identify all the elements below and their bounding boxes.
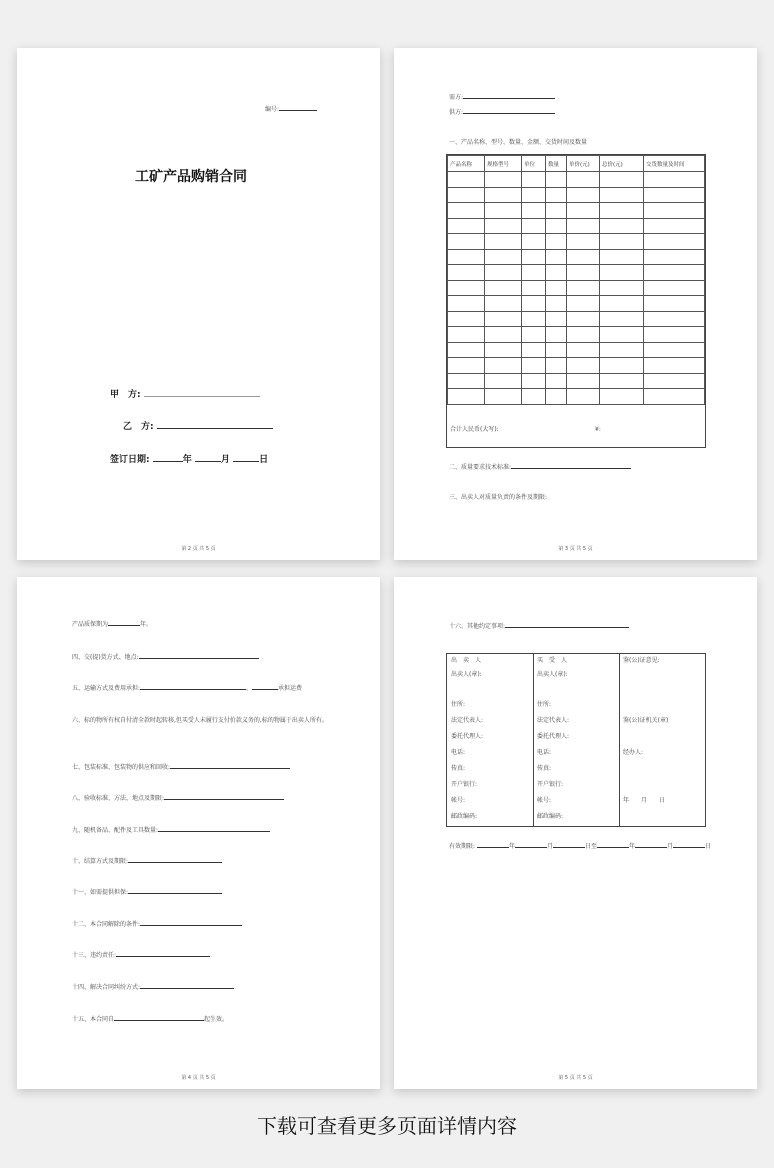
table-cell (485, 358, 522, 374)
table-cell (600, 265, 644, 281)
table-cell (644, 358, 705, 374)
party-b-line (157, 420, 273, 429)
seller-field: 法定代表人: (451, 717, 484, 724)
table-row (448, 265, 705, 281)
table-cell (448, 203, 485, 219)
term-item (72, 825, 270, 835)
table-cell (600, 327, 644, 343)
table-cell (644, 342, 705, 358)
term-text: 十、结算方式及期限: (72, 858, 129, 865)
validity-unit: 日 (705, 843, 712, 850)
seller-field: 帐号: (451, 797, 466, 804)
validity-label: 有效期限: (449, 843, 476, 850)
table-cell (567, 203, 600, 219)
buyer-field: 住所: (537, 701, 552, 708)
term-item (72, 919, 242, 929)
header-cell: 单位 (522, 156, 546, 172)
table-cell (485, 389, 522, 405)
table-cell (644, 234, 705, 250)
validity-unit: 年 (629, 843, 636, 850)
term-line (140, 982, 234, 989)
table-row (448, 203, 705, 219)
table-cell (644, 373, 705, 389)
table-cell (546, 234, 567, 250)
table-cell (567, 187, 600, 203)
party-b-label: 乙 方: (123, 422, 154, 432)
table-cell (546, 358, 567, 374)
transport-suffix: 承担运费 (278, 685, 303, 692)
table-cell (600, 373, 644, 389)
header-cell: 数量 (546, 156, 567, 172)
header-cell: 单价(元) (567, 156, 600, 172)
year-label: 年 (182, 455, 192, 465)
buyer-field: 法定代表人: (537, 717, 570, 724)
table-cell (600, 342, 644, 358)
terms-page (17, 577, 380, 1089)
seller-field: 传真: (451, 765, 466, 772)
contract-number-label: 编号: (265, 106, 280, 113)
table-row (448, 327, 705, 343)
table-cell (522, 296, 546, 312)
term-text: 十四、解决合同纠纷方式: (72, 984, 141, 991)
table-cell (644, 172, 705, 188)
section-2-line (511, 462, 631, 469)
table-cell (448, 358, 485, 374)
term-line (252, 683, 278, 690)
party-a-label: 甲 方: (110, 390, 141, 400)
total-field (450, 426, 499, 434)
buyer-field: 邮政编码: (537, 813, 564, 820)
table-cell (448, 172, 485, 188)
table-cell (448, 265, 485, 281)
term-line (116, 950, 210, 957)
validity-line (673, 841, 705, 848)
table-cell (644, 249, 705, 265)
term-text: 四、交(提)货方式、地点: (72, 654, 139, 661)
term-suffix: 年。 (140, 621, 153, 628)
table-cell (522, 218, 546, 234)
buyer-field: 买 受 人 (537, 657, 568, 664)
buyer-field: 传真: (537, 765, 552, 772)
table-cell (448, 280, 485, 296)
table-cell (600, 311, 644, 327)
table-cell (485, 280, 522, 296)
table-row (448, 358, 705, 374)
month-label: 月 (220, 455, 230, 465)
year-line (153, 453, 183, 462)
table-row (448, 187, 705, 203)
table-cell (600, 296, 644, 312)
sign-date-label: 签订日期: (110, 455, 150, 465)
supplier-label: 需方: (449, 94, 464, 101)
table-cell (600, 187, 644, 203)
table-cell (485, 234, 522, 250)
party-b-field (123, 419, 273, 432)
term-line (128, 887, 222, 894)
validity-unit: 月 (667, 843, 674, 850)
validity-line (553, 841, 585, 848)
table-cell (485, 327, 522, 343)
term-line (140, 919, 242, 926)
signature-page (394, 577, 757, 1089)
term-separator: ， (246, 685, 253, 692)
day-label: 日 (259, 455, 269, 465)
table-cell (522, 280, 546, 296)
table-cell (448, 234, 485, 250)
table-cell (567, 296, 600, 312)
table-cell (448, 327, 485, 343)
table-cell (644, 280, 705, 296)
table-cell (546, 172, 567, 188)
table-cell (546, 373, 567, 389)
table-cell (448, 342, 485, 358)
table-cell (600, 280, 644, 296)
table-cell (522, 358, 546, 374)
table-cell (644, 389, 705, 405)
term-item (72, 715, 330, 727)
buyer-field: 出卖人(章): (537, 671, 568, 678)
table-row (448, 296, 705, 312)
section-16-field (449, 621, 629, 631)
table-cell (567, 218, 600, 234)
seller-field: 开户银行: (451, 781, 478, 788)
table-row (448, 172, 705, 188)
table-cell (567, 249, 600, 265)
product-table (446, 154, 706, 448)
header-cell: 交货数量及时间 (644, 156, 705, 172)
day-line (233, 453, 259, 462)
table-cell (546, 203, 567, 219)
table-cell (485, 265, 522, 281)
table-cell (644, 218, 705, 234)
table-cell (448, 249, 485, 265)
table-cell (485, 172, 522, 188)
table-cell (546, 342, 567, 358)
table-cell (448, 218, 485, 234)
term-item (72, 982, 234, 992)
term-text: 七、包装标准、包装物的供应和回收: (72, 764, 171, 771)
table-cell (448, 296, 485, 312)
party-a-field (110, 387, 260, 400)
signature-box (446, 653, 706, 827)
table-cell (546, 218, 567, 234)
table-cell (567, 373, 600, 389)
table-cell (600, 358, 644, 374)
term-text: 五、运输方式及费用承担: (72, 685, 141, 692)
buyer-field: 委托代理人: (537, 733, 570, 740)
table-cell (546, 389, 567, 405)
table-cell (600, 172, 644, 188)
table-cell (567, 358, 600, 374)
table-cell (448, 311, 485, 327)
table-cell (448, 389, 485, 405)
notary-field: 年 月 日 (623, 797, 666, 804)
term-line (108, 619, 140, 626)
table-cell (567, 311, 600, 327)
term-text: 产品质保期为 (72, 621, 109, 628)
seller-field: 电话: (451, 749, 466, 756)
term-text: 六、标的物所有权自付清全款时起转移,但买受人未履行支付价款义务的,标的物属于出卖人所有。 (72, 717, 328, 724)
section-16-label: 十六、其他约定事项: (449, 623, 506, 630)
total-label: 合计人民币(大写): (450, 426, 499, 433)
table-cell (567, 265, 600, 281)
term-text: 八、验收标准、方法、地点及期限: (72, 795, 165, 802)
table-cell (600, 389, 644, 405)
buyer-field: 帐号: (537, 797, 552, 804)
buyer-field (449, 107, 555, 117)
term-line (139, 652, 259, 659)
table-cell (485, 249, 522, 265)
section-3-heading: 三、出卖人对质量负责的条件及期限: (449, 494, 548, 501)
term-item (72, 683, 302, 693)
table-cell (485, 296, 522, 312)
product-table-page (394, 48, 757, 560)
table-cell (485, 187, 522, 203)
term-item (72, 887, 222, 897)
term-item (72, 950, 210, 960)
term-text: 九、随机备品、配件及工具数量: (72, 827, 159, 834)
table-cell (522, 327, 546, 343)
table-cell (567, 327, 600, 343)
validity-unit: 年 (508, 843, 515, 850)
sign-date-field (110, 452, 268, 465)
table-cell (448, 373, 485, 389)
notary-field: 鉴(公)证意见: (623, 657, 660, 664)
table-cell (567, 280, 600, 296)
table-cell (546, 327, 567, 343)
product-table-grid (447, 155, 705, 405)
table-cell (644, 265, 705, 281)
page-footer: 第 3 页 共 5 页 (558, 546, 593, 552)
seller-field: 邮政编码: (451, 813, 478, 820)
validity-line (477, 841, 509, 848)
header-cell: 总价(元) (600, 156, 644, 172)
validity-line (597, 841, 629, 848)
table-cell (522, 265, 546, 281)
term-text: 十一、如需提供担保: (72, 889, 129, 896)
section-1-heading: 一、产品名称、型号、数量、金额、交货时间及数量 (449, 139, 588, 146)
buyer-field: 电话: (537, 749, 552, 756)
table-cell (567, 342, 600, 358)
page-footer: 第 5 页 共 5 页 (558, 1075, 593, 1081)
validity-unit: 日至 (584, 843, 597, 850)
table-row (448, 218, 705, 234)
table-cell (567, 389, 600, 405)
page-footer: 第 2 页 共 5 页 (181, 546, 216, 552)
term-suffix: 起生效。 (204, 1016, 229, 1023)
table-cell (522, 249, 546, 265)
month-line (195, 453, 221, 462)
table-header-row (448, 156, 705, 172)
seller-field: 出卖人(章): (451, 671, 482, 678)
table-cell (600, 203, 644, 219)
table-cell (522, 373, 546, 389)
supplier-line (463, 92, 555, 99)
term-line (170, 762, 290, 769)
table-cell (546, 187, 567, 203)
table-cell (600, 249, 644, 265)
term-line (164, 793, 284, 800)
section-2-field (449, 462, 631, 472)
table-cell (600, 234, 644, 250)
page-footer: 第 4 页 共 5 页 (181, 1075, 216, 1081)
table-cell (546, 249, 567, 265)
table-row (448, 280, 705, 296)
table-cell (485, 311, 522, 327)
table-row (448, 342, 705, 358)
term-item (72, 793, 284, 803)
table-cell (600, 218, 644, 234)
seller-field: 委托代理人: (451, 733, 484, 740)
table-cell (546, 296, 567, 312)
term-item (72, 762, 290, 772)
validity-unit: 月 (546, 843, 553, 850)
validity-line (515, 841, 547, 848)
table-cell (485, 342, 522, 358)
table-cell (522, 389, 546, 405)
term-line (140, 683, 246, 690)
table-cell (485, 373, 522, 389)
table-cell (522, 234, 546, 250)
table-cell (522, 342, 546, 358)
table-cell (485, 218, 522, 234)
supplier-field (449, 92, 555, 102)
download-caption: 下载可查看更多页面详情内容 (257, 1114, 517, 1138)
term-text: 十三、违约责任: (72, 952, 117, 959)
table-row (448, 234, 705, 250)
table-cell (644, 203, 705, 219)
table-cell (522, 203, 546, 219)
table-cell (567, 234, 600, 250)
notary-field: 鉴(公)证机关(章) (623, 717, 669, 724)
term-line (114, 1014, 204, 1021)
party-a-line (144, 388, 260, 397)
term-item (72, 652, 259, 662)
table-cell (522, 172, 546, 188)
table-row (448, 373, 705, 389)
table-cell (522, 187, 546, 203)
buyer-field: 开户银行: (537, 781, 564, 788)
contract-number-field (265, 104, 317, 114)
term-text: 十五、本合同自 (72, 1016, 115, 1023)
section-16-line (505, 621, 629, 628)
term-item (72, 1014, 228, 1024)
validity-line (635, 841, 667, 848)
table-cell (448, 187, 485, 203)
contract-title: 工矿产品购销合同 (135, 169, 247, 185)
table-row (448, 389, 705, 405)
term-item (72, 619, 152, 629)
table-cell (485, 203, 522, 219)
buyer-line (463, 107, 555, 114)
section-2-label: 二、质量要求技术标准: (449, 464, 512, 471)
header-cell: 产品名称 (448, 156, 485, 172)
header-cell: 规格型号 (485, 156, 522, 172)
seller-field: 住所: (451, 701, 466, 708)
table-cell (546, 280, 567, 296)
contract-number-line (279, 104, 317, 111)
seller-field: 出 卖 人 (451, 657, 482, 664)
table-cell (644, 296, 705, 312)
notary-field: 经办人: (623, 749, 644, 756)
total-yen: ¥: (595, 426, 601, 433)
table-cell (644, 311, 705, 327)
table-row (448, 311, 705, 327)
table-cell (522, 311, 546, 327)
term-text: 十二、本合同解除的条件: (72, 921, 141, 928)
term-line (128, 856, 222, 863)
table-cell (567, 172, 600, 188)
table-cell (546, 265, 567, 281)
table-cell (644, 327, 705, 343)
contract-cover-page (17, 48, 380, 560)
table-cell (546, 311, 567, 327)
validity-field (449, 841, 711, 851)
term-line (158, 825, 270, 832)
term-item (72, 856, 222, 866)
buyer-label: 供方: (449, 109, 464, 116)
table-cell (644, 187, 705, 203)
table-row (448, 249, 705, 265)
